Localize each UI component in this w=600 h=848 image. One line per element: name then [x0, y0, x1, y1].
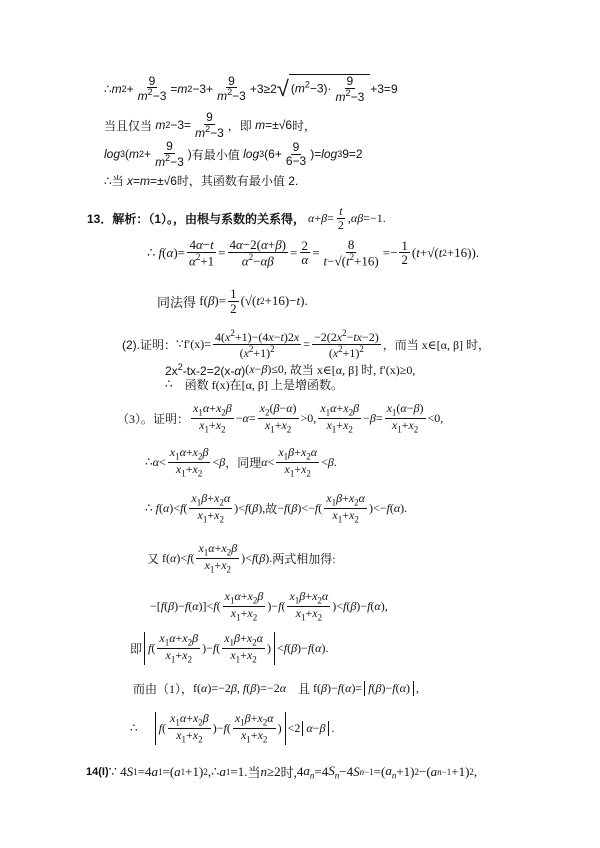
line-15: −[ f ( β )− f ( α )]< f ( $\frac{x_1\alpha+x_2\beta}{x_1+x_2}$ )− f ( $\frac{x_1\beta+x_2\alpha}{x_1+x_2}$ )< f ( β )− f ( α ),: [150, 589, 388, 623]
line-12: ∴ α < $\frac{x_1\alpha+x_2\beta}{x_1+x_2}$ < β ，同理 α < $\frac{x_1\beta+x_2\alpha}{x_1+x_2}$ < β .: [145, 445, 337, 479]
line-8: (2).证明： ∵ f′(x)= $\frac{4(x^2+1)-(4x-t)2x}{(x^2+1)^2}$ = $\frac{-2(2x^2-tx-2)}{(x^2+1)^2}$ ，而当 x∈[α, β] 时，: [122, 328, 491, 360]
line-2: 当且仅当 m 2 −3= $\frac{9}{m^2-3}$ ，即 m =±√6 时，: [104, 110, 317, 140]
line-3: log 3 ( m 2 + $\frac{9}{m^2-3}$ ) 有最小值 log 3 (6+ $\frac{9}{6-3}$ )= log 3 9=2: [104, 139, 363, 169]
line-16: 即 f ( $\frac{x_1\alpha+x_2\beta}{x_1+x_2}$ )− f ( $\frac{x_1\beta+x_2\alpha}{x_1+x_2}$ ) < f ( β )− f ( α ).: [130, 631, 329, 665]
line-7: 同法得 f( β )= $\frac{1}{2}$ (√( t 2 +16)− t ).: [157, 286, 308, 316]
line-4: ∴ 当 x = m =±√6 时，其函数有最小值 2.: [104, 173, 299, 188]
line-17: 而由（1）， f( α )=−2 β , f ( β )=−2 α 且 f( β )− f ( α )= f ( β )− f ( α ) ,: [133, 681, 419, 696]
line-14: 又 f( α )< f ( $\frac{x_1\alpha+x_2\beta}{x_1+x_2}$ )< f ( β ). 两式相加得:: [147, 541, 336, 575]
line-9: $2x^2-tx-2=2(x-\alpha)$ ( x − β )≤0, 故当 x∈[α, β] 时, f′(x)≥0,: [165, 361, 416, 378]
line-19-q14: 14(I) ∵ 4 S 1 =4 a 1 =( a 1 +1) 2 , ∴ a 1 =1. 当 n ≥2 时, 4 $a_n$ =4 $S_n$ −4 S n−1 =( $a_n$ +1) 2 −( a n−1 +1) 2 ,: [86, 762, 478, 781]
therefore-symbol: ∴: [104, 81, 112, 96]
line-10: ∴ 函数 f(x)在[α, β] 上是增函数。: [165, 377, 344, 392]
line-11: （3）。证明： $\frac{x_1\alpha+x_2\beta}{x_1+x_2}$ − α = $\frac{x_2(\beta-\alpha)}{x_1+x_2}$ >0, $\frac{x_1\alpha+x_2\beta}{x_1+x_2}$ − β = $\frac{x_1(\alpha-\beta)}{x_1+x_2}$ <0,: [117, 401, 444, 435]
line-6: ∴ f ( α )= $\frac{4\alpha-t}{\alpha^2+1}$ = $\frac{4\alpha-2(\alpha+\beta)}{\alpha^2-\alpha\beta}$ = $\frac{2}{\alpha}$ = $\frac{8}{t-√(t^2+16)}$ =− $\frac{1}{2}$ ( t +√( t 2 +16)).: [147, 237, 480, 268]
line-1: ∴ m 2 + $\frac{9}{m^2-3}$ = m 2 −3+ $\frac{9}{m^2-3}$ +3≥2 √ $(m^2-3)\cdot$ $\frac{9}{m^2-3}$ +3=9: [104, 73, 398, 104]
line-18: ∴ f ( $\frac{x_1\alpha+x_2\beta}{x_1+x_2}$ )− f ( $\frac{x_1\beta+x_2\alpha}{x_1+x_2}$ ) <2 α − β .: [130, 711, 335, 745]
line-13: ∴ f ( α )< f ( $\frac{x_1\beta+x_2\alpha}{x_1+x_2}$ )< f ( β ), 故 − f ( β )<− f ( $\frac{x_1\beta+x_2\alpha}{x_1+x_2}$ )<− f ( α ).: [145, 491, 408, 525]
line-5-q13-heading: 13．解析：（1）。，由根与系数的关系得， α + β = $\frac{t}{2}$ , αβ =−1.: [87, 204, 386, 232]
